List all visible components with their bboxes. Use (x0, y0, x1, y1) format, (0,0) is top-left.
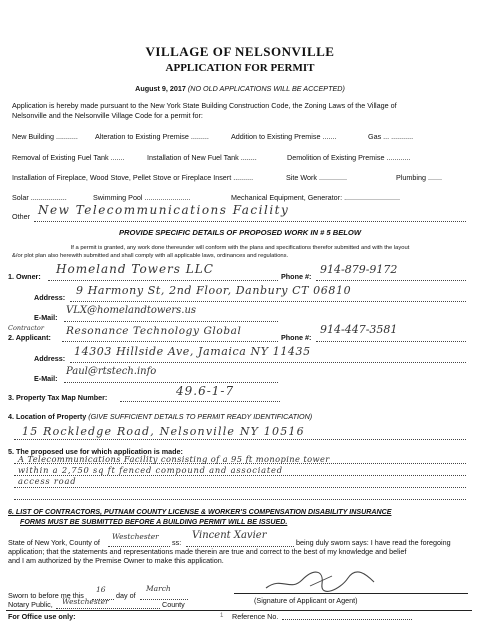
oath-line-3: and I am authorized by the Premise Owner to make this application. (8, 556, 224, 565)
owner-address[interactable]: 9 Harmony St, 2nd Floor, Danbury CT 06810 (76, 284, 352, 297)
opt-removal-tank: Removal of Existing Fuel Tank ....... (12, 153, 125, 162)
owner-phone-underline (316, 280, 466, 281)
sworn-day[interactable]: 16 (96, 585, 106, 594)
oath-ss: ss: (172, 538, 182, 547)
applicant-contractor-note: Contractor (8, 324, 44, 332)
owner-email-label: E-Mail: (34, 313, 58, 322)
form-date: August 9, 2017 (135, 84, 186, 93)
opt-pool: Swimming Pool ....................... (93, 193, 191, 202)
sworn-month[interactable]: March (146, 584, 171, 593)
intro-line-2: Nelsonville and the Nelsonville Village Code for a permit for: (12, 111, 203, 120)
proposed-line-2[interactable]: within a 2,750 sq ft fenced compound and associated (18, 465, 283, 475)
form-title: APPLICATION FOR PERMIT (165, 62, 315, 74)
owner-address-label: Address: (34, 293, 66, 302)
contractors-line-2: FORMS MUST BE SUBMITTED BEFORE A BUILDING PERMIT WILL BE ISSUED. (20, 518, 288, 526)
applicant-email-label: E-Mail: (34, 374, 58, 383)
date-line (0, 84, 480, 93)
opt-alteration: Alteration to Existing Premise ......... (95, 132, 209, 141)
oath-state-prefix: State of New York, County of (8, 538, 100, 547)
applicant-phone-underline (316, 341, 466, 342)
applicant-address[interactable]: 14303 Hillside Ave, Jamaica NY 11435 (74, 345, 311, 358)
oath-county[interactable]: Westchester (112, 532, 159, 541)
opt-gas: Gas ... ........... (368, 132, 414, 141)
reference-underline (282, 619, 412, 620)
other-label: Other (12, 212, 30, 221)
contractors-line-1: 6. LIST OF CONTRACTORS, PUTNAM COUNTY LICENSE & WORKER'S COMPENSATION DISABILITY INSURANCE (8, 508, 392, 516)
applicant-underline (62, 341, 278, 342)
page-number: 1 (220, 613, 224, 619)
opt-site-work: Site Work .............. (286, 173, 347, 182)
location-underline (14, 439, 466, 440)
owner-phone-label: Phone #: (281, 272, 312, 281)
notary-county-label: County (162, 600, 185, 609)
notary-county[interactable]: Westchester (62, 597, 109, 606)
applicant-address-label: Address: (34, 354, 66, 363)
proposed-line-3[interactable]: access road (18, 476, 77, 486)
other-underline (34, 221, 466, 222)
specific-note-1: If a permit is granted, any work done thereunder will conform with the plans and specifications therefor submitted and with the layout (70, 245, 410, 251)
location-hint: (GIVE SUFFICIENT DETAILS TO PERMIT READY IDENTIFICATION) (88, 412, 313, 421)
notary-prefix: Notary Public, (8, 600, 53, 609)
applicant-phone-label: Phone #: (281, 333, 312, 342)
opt-plumbing: Plumbing ....... (396, 173, 442, 182)
opt-solar: Solar .................. (12, 193, 67, 202)
owner-email[interactable]: VLX@homelandtowers.us (66, 305, 197, 316)
tax-map-value[interactable]: 49.6-1-7 (176, 384, 235, 398)
applicant-phone[interactable]: 914-447-3581 (320, 323, 398, 336)
applicant-address-underline (70, 362, 466, 363)
specific-heading: PROVIDE SPECIFIC DETAILS OF PROPOSED WORK IN # 5 BELOW (118, 228, 362, 237)
owner-phone[interactable]: 914-879-9172 (320, 263, 398, 276)
date-note: (NO OLD APPLICATIONS WILL BE ACCEPTED) (187, 84, 345, 93)
location-row (8, 412, 312, 421)
other-value[interactable]: New Telecommunications Facility (38, 203, 290, 217)
village-title: VILLAGE OF NELSONVILLE (145, 44, 335, 59)
tax-map-underline (120, 401, 280, 402)
opt-new-building: New Building ........... (12, 132, 78, 141)
applicant-email-underline (64, 382, 278, 383)
owner-underline (48, 280, 278, 281)
proposed-line-1[interactable]: A Telecommunications Facility consisting of a 95 ft monopine tower (18, 454, 330, 464)
owner-address-underline (70, 301, 466, 302)
oath-line-1-suffix: being duly sworn says: I have read the foregoing (296, 538, 451, 547)
intro-line-1: Application is hereby made pursuant to the New York State Building Construction Code, the Zoning Laws of the Village of (12, 101, 397, 110)
owner-email-underline (64, 321, 278, 322)
sworn-prefix: Sworn to before me this (8, 591, 84, 600)
proposed-underline-2 (14, 475, 466, 476)
applicant-label: 2. Applicant: (8, 333, 51, 342)
oath-line-2: application; that the statements and representations made therein are true and correct to the best of my knowledge and belief (8, 547, 407, 556)
signature-label: (Signature of Applicant or Agent) (254, 596, 358, 605)
opt-addition: Addition to Existing Premise ....... (231, 132, 337, 141)
location-label: 4. Location of Property (8, 412, 87, 421)
proposed-label: 5. The proposed use for which application is made: (8, 447, 183, 456)
applicant-email[interactable]: Paul@rtstech.info (66, 366, 157, 377)
oath-name[interactable]: Vincent Xavier (192, 530, 267, 541)
sworn-day-of: day of (116, 591, 136, 600)
proposed-underline-4 (14, 499, 466, 500)
applicant-signature (262, 566, 382, 596)
opt-mechanical: Mechanical Equipment, Generator: ............................ (231, 193, 400, 202)
office-use-label: For Office use only: (8, 612, 76, 621)
opt-fireplace: Installation of Fireplace, Wood Stove, Pellet Stove or Fireplace Insert .......... (12, 173, 254, 182)
owner-name[interactable]: Homeland Towers LLC (56, 262, 214, 276)
applicant-name[interactable]: Resonance Technology Global (66, 325, 242, 337)
location-value[interactable]: 15 Rockledge Road, Nelsonville NY 10516 (22, 425, 305, 438)
signature-line (234, 593, 468, 594)
notary-county-underline (56, 608, 160, 609)
reference-label: Reference No. (232, 612, 279, 621)
opt-demolition: Demolition of Existing Premise ............ (287, 153, 411, 162)
opt-new-tank: Installation of New Fuel Tank ........ (147, 153, 257, 162)
footer-divider (6, 610, 472, 611)
proposed-underline-3 (14, 487, 466, 488)
owner-label: 1. Owner: (8, 272, 41, 281)
specific-note-2: &/or plot plan also herewith submitted and shall comply with all applicable laws, ordinances and regulations. (12, 253, 289, 259)
tax-map-label: 3. Property Tax Map Number: (8, 393, 108, 402)
